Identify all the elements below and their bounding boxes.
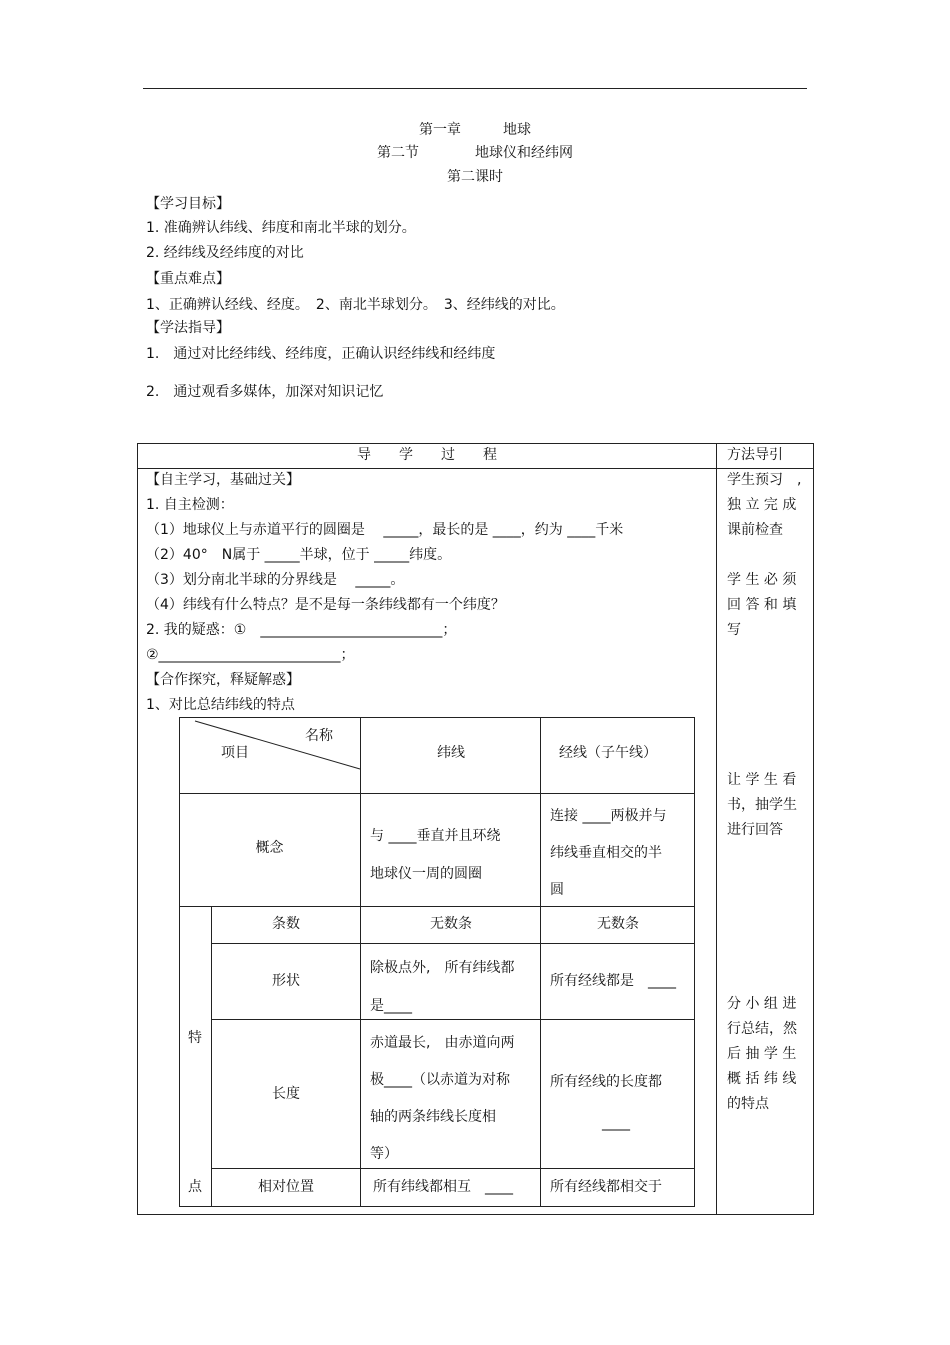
row-position-lat: 所有纬线都相互 ____ <box>373 1179 513 1195</box>
row-length-label: 长度 <box>272 1086 300 1102</box>
objective-item: 1. 准确辨认纬线、纬度和南北半球的划分。 <box>146 220 416 236</box>
feature-char-1: 特 <box>188 1030 202 1046</box>
top-rule <box>143 88 807 89</box>
row-shape-label: 形状 <box>272 973 300 989</box>
objective-item: 2. 经纬线及经纬度的对比 <box>146 245 304 261</box>
row-shape-lat: 除极点外, 所有纬线都 是____ <box>370 960 515 1014</box>
note-group: 分 小 组 进 行总结，然 后 抽 学 生 概 括 纬 线 的特点 <box>727 996 797 1112</box>
method-header: 方法导引 <box>727 447 783 463</box>
self-study-heading: 【自主学习，基础过关】 <box>146 472 300 488</box>
corner-item: 项目 <box>221 745 249 761</box>
compare-table <box>179 717 695 1207</box>
question-2: （2）40° N属于 _____半球，位于 _____纬度。 <box>146 547 452 563</box>
row-position-label: 相对位置 <box>258 1179 314 1195</box>
concept-label: 概念 <box>255 840 284 856</box>
self-check-label: 1. 自主检测： <box>146 497 234 513</box>
question-3: （3）划分南北半球的分界线是 _____。 <box>146 572 405 588</box>
note-answer: 学 生 必 须 回 答 和 填 写 <box>727 572 797 638</box>
row-count-lon: 无数条 <box>597 916 639 932</box>
row-shape-lon: 所有经线都是 ____ <box>550 973 676 989</box>
row-length-lon: 所有经线的长度都 ____ <box>550 1074 662 1131</box>
cooperation-heading: 【合作探究，释疑解惑】 <box>146 672 300 688</box>
col-longitude: 经线（子午线） <box>559 745 657 761</box>
feature-char-2: 点 <box>188 1179 202 1195</box>
chapter-title: 第一章 地球 <box>419 122 531 138</box>
note-preview: 学生预习 , 独 立 完 成 课前检查 <box>727 472 802 538</box>
keypoints-text: 1、正确辨认经线、经度。 2、南北半球划分。 3、经纬线的对比。 <box>146 297 565 313</box>
doubt-line-2: ②__________________________； <box>146 647 355 663</box>
method-item: 2. 通过观看多媒体，加深对知识记忆 <box>146 384 384 400</box>
row-length-lat: 赤道最长, 由赤道向两 极____（以赤道为对称 轴的两条纬线长度相 等） <box>370 1035 515 1162</box>
row-position-lon: 所有经线都相交于 <box>550 1179 662 1195</box>
keypoints-heading: 【重点难点】 <box>146 271 230 287</box>
section-title: 第二节 地球仪和经纬网 <box>377 145 573 161</box>
row-count-label: 条数 <box>272 916 300 932</box>
method-heading: 【学法指导】 <box>146 320 230 336</box>
method-item: 1. 通过对比经纬线、经纬度，正确认识经纬线和经纬度 <box>146 346 496 362</box>
objectives-heading: 【学习目标】 <box>146 196 230 212</box>
doubt-line-1: 2. 我的疑惑：① __________________________； <box>146 622 457 638</box>
col-latitude: 纬线 <box>437 745 465 761</box>
concept-latitude: 与 ____垂直并且环绕 地球仪一周的圆圈 <box>370 828 501 882</box>
row-count-lat: 无数条 <box>430 916 472 932</box>
compare-task: 1、对比总结纬线的特点 <box>146 697 295 713</box>
corner-name: 名称 <box>305 728 333 744</box>
process-header: 导 学 过 程 <box>357 447 497 463</box>
lesson-title: 第二课时 <box>447 169 503 185</box>
question-4: （4）纬线有什么特点？是不是每一条纬线都有一个纬度？ <box>146 597 505 613</box>
question-1: （1）地球仪上与赤道平行的圆圈是 _____，最长的是 ____，约为 ____千米 <box>146 522 624 538</box>
note-read: 让 学 生 看 书，抽学生 进行回答 <box>727 772 797 838</box>
concept-longitude: 连接 ____两极并与 纬线垂直相交的半 圆 <box>550 808 667 898</box>
